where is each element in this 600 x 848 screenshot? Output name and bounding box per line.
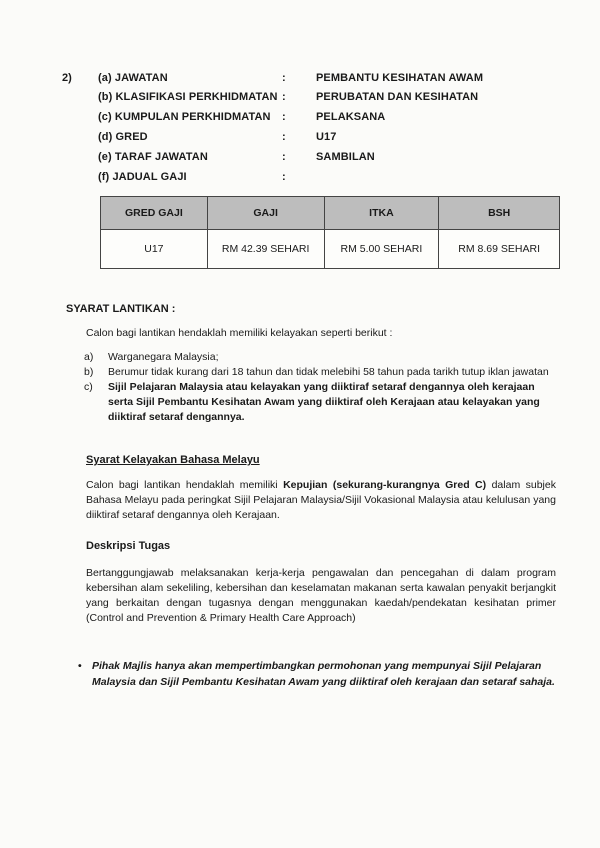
info-value: PERUBATAN DAN KESIHATAN xyxy=(316,91,479,103)
table-cell: RM 5.00 SEHARI xyxy=(324,230,439,269)
info-colon: : xyxy=(282,151,286,163)
paragraph-text: dalam subjek Bahasa Melayu pada peringkat Sijil Pelajaran Malaysia/Sijil Vokasional Malaysia atau kelulusan yang diiktiraf setaraf dengannya oleh Kerajaan. xyxy=(86,479,556,521)
list-marker: a) xyxy=(84,351,94,363)
table-cell: RM 42.39 SEHARI xyxy=(207,230,324,269)
info-label: (b) KLASIFIKASI PERKHIDMATAN xyxy=(98,91,278,103)
list-item-text: Warganegara Malaysia; xyxy=(108,351,219,363)
deskripsi-tugas-paragraph: Bertanggungjawab melaksanakan kerja-kerja pengawalan dan pencegahan di dalam program kebersihan alam sekeliling, kebersihan dan keselamatan makanan serta kawalan penyakit berjangkit yang berkaitan dengan tugasnya dengan menggunakan kaedah/pendekatan kesihatan primer (Control and Prevention & Primary Health Care Approach) xyxy=(86,567,556,624)
info-label: (f) JADUAL GAJI xyxy=(98,171,187,183)
info-row-gred xyxy=(98,131,518,145)
info-value: PELAKSANA xyxy=(316,111,386,123)
table-row xyxy=(101,230,560,269)
table-cell: RM 8.69 SEHARI xyxy=(439,230,560,269)
column-header: BSH xyxy=(439,197,560,230)
bahasa-melayu-heading: Syarat Kelayakan Bahasa Melayu xyxy=(86,454,260,466)
table-cell: U17 xyxy=(101,230,208,269)
info-colon: : xyxy=(282,91,286,103)
info-colon: : xyxy=(282,131,286,143)
info-colon: : xyxy=(282,72,286,84)
requirements-list xyxy=(84,350,554,425)
column-header: GRED GAJI xyxy=(101,197,208,230)
info-label: (a) JAWATAN xyxy=(98,72,168,84)
info-label: (d) GRED xyxy=(98,131,148,143)
list-item-text: Sijil Pelajaran Malaysia atau kelayakan yang diiktiraf setaraf dengannya oleh kerajaan serta Sijil Pembantu Kesihatan Awam yang diiktiraf oleh Kerajaan atau kelayakan yang diiktiraf setaraf dengannya. xyxy=(108,381,540,423)
list-marker: c) xyxy=(84,381,93,393)
section-number: 2) xyxy=(62,72,72,84)
info-value: PEMBANTU KESIHATAN AWAM xyxy=(316,72,484,84)
paragraph-text: Calon bagi lantikan hendaklah memiliki xyxy=(86,479,284,491)
column-header: ITKA xyxy=(324,197,439,230)
info-row-taraf xyxy=(98,151,518,165)
deskripsi-tugas-heading: Deskripsi Tugas xyxy=(86,540,171,552)
syarat-intro: Calon bagi lantikan hendaklah memiliki kelayakan seperti berikut : xyxy=(86,327,393,339)
paragraph-bold-text: Kepujian (sekurang-kurangnya Gred C) xyxy=(283,479,487,491)
salary-table xyxy=(100,196,560,269)
list-marker: b) xyxy=(84,366,94,378)
info-row-klasifikasi xyxy=(98,91,518,105)
column-header: GAJI xyxy=(207,197,324,230)
bahasa-melayu-paragraph xyxy=(86,478,556,523)
info-value: U17 xyxy=(316,131,337,143)
info-value: SAMBILAN xyxy=(316,151,375,163)
list-item xyxy=(84,350,554,365)
info-row-jadual-gaji xyxy=(98,171,518,185)
bullet-icon: • xyxy=(78,660,82,672)
note-text: Pihak Majlis hanya akan mempertimbangkan permohonan yang mempunyai Sijil Pelajaran Malaysia dan Sijil Pembantu Kesihatan Awam yang diiktiraf oleh kerajaan dan setaraf sahaja. xyxy=(92,660,555,688)
info-row-kumpulan xyxy=(98,111,518,125)
note-paragraph xyxy=(78,659,562,690)
info-colon: : xyxy=(282,111,286,123)
syarat-lantikan-heading: SYARAT LANTIKAN : xyxy=(66,303,176,315)
list-item xyxy=(84,380,554,425)
table-header-row xyxy=(101,197,560,230)
info-colon: : xyxy=(282,171,286,183)
list-item xyxy=(84,365,554,380)
info-row-jawatan xyxy=(98,72,518,86)
list-item-text: Berumur tidak kurang dari 18 tahun dan tidak melebihi 58 tahun pada tarikh tutup iklan jawatan xyxy=(108,366,549,378)
info-label: (e) TARAF JAWATAN xyxy=(98,151,208,163)
info-label: (c) KUMPULAN PERKHIDMATAN xyxy=(98,111,271,123)
